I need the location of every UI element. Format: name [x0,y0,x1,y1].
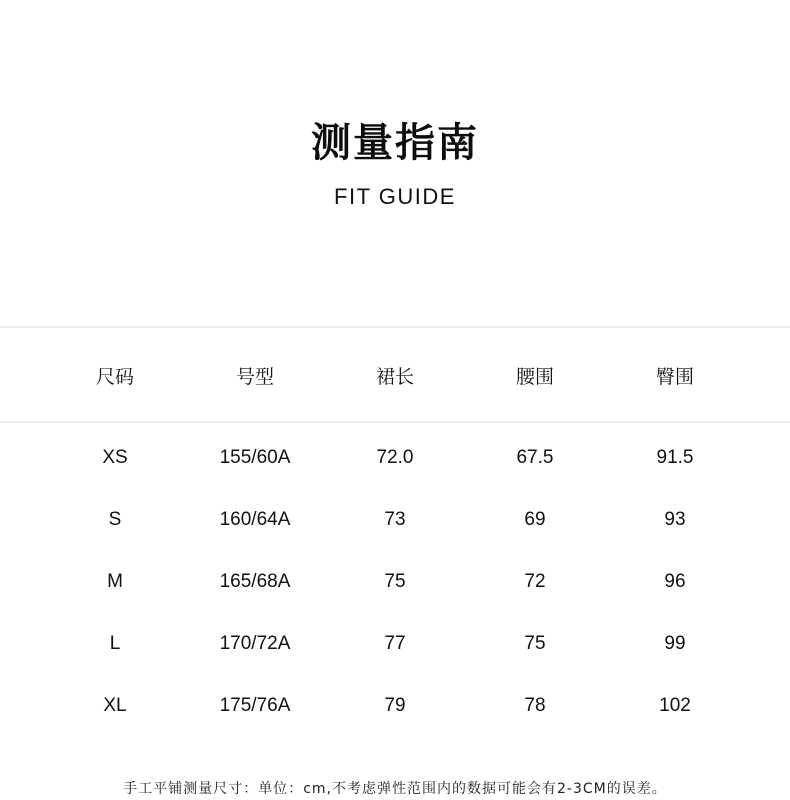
table-top-divider [0,326,790,328]
cell-skirt-length: 72.0 [376,447,414,468]
cell-waist: 72 [524,571,546,592]
cell-size: M [107,571,123,592]
cell-waist: 75 [524,633,546,654]
cell-model: 155/60A [219,447,291,468]
cell-waist: 69 [524,509,546,530]
measurement-footnote: 手工平铺测量尺寸：单位：cm,不考虑弹性范围内的数据可能会有2-3CM的误差。 [123,781,667,797]
table-row [0,629,790,659]
cell-model: 165/68A [219,571,291,592]
cell-model: 170/72A [219,633,291,654]
cell-size: S [108,509,122,530]
cell-hip: 102 [659,695,691,716]
cell-skirt-length: 73 [384,509,406,530]
header-size: 尺码 [95,366,134,388]
cell-waist: 67.5 [516,447,554,468]
cell-size: XL [103,695,127,716]
table-row [0,691,790,721]
table-header-divider [0,421,790,423]
page-subtitle: FIT GUIDE [334,184,456,209]
cell-hip: 91.5 [656,447,694,468]
cell-skirt-length: 79 [384,695,406,716]
cell-waist: 78 [524,695,546,716]
header-waist: 腰围 [515,366,554,388]
cell-hip: 93 [664,509,686,530]
cell-model: 175/76A [219,695,291,716]
table-row [0,567,790,597]
cell-size: XS [102,447,128,468]
header-skirt-length: 裙长 [375,366,414,388]
cell-skirt-length: 77 [384,633,406,654]
header-hip: 臀围 [655,366,694,388]
page-title: 测量指南 [311,120,479,166]
cell-size: L [109,633,121,654]
size-table-header [0,362,790,392]
cell-hip: 99 [664,633,686,654]
cell-skirt-length: 75 [384,571,406,592]
table-row [0,443,790,473]
cell-model: 160/64A [219,509,291,530]
table-row [0,505,790,535]
cell-hip: 96 [664,571,686,592]
header-model: 号型 [235,366,274,388]
